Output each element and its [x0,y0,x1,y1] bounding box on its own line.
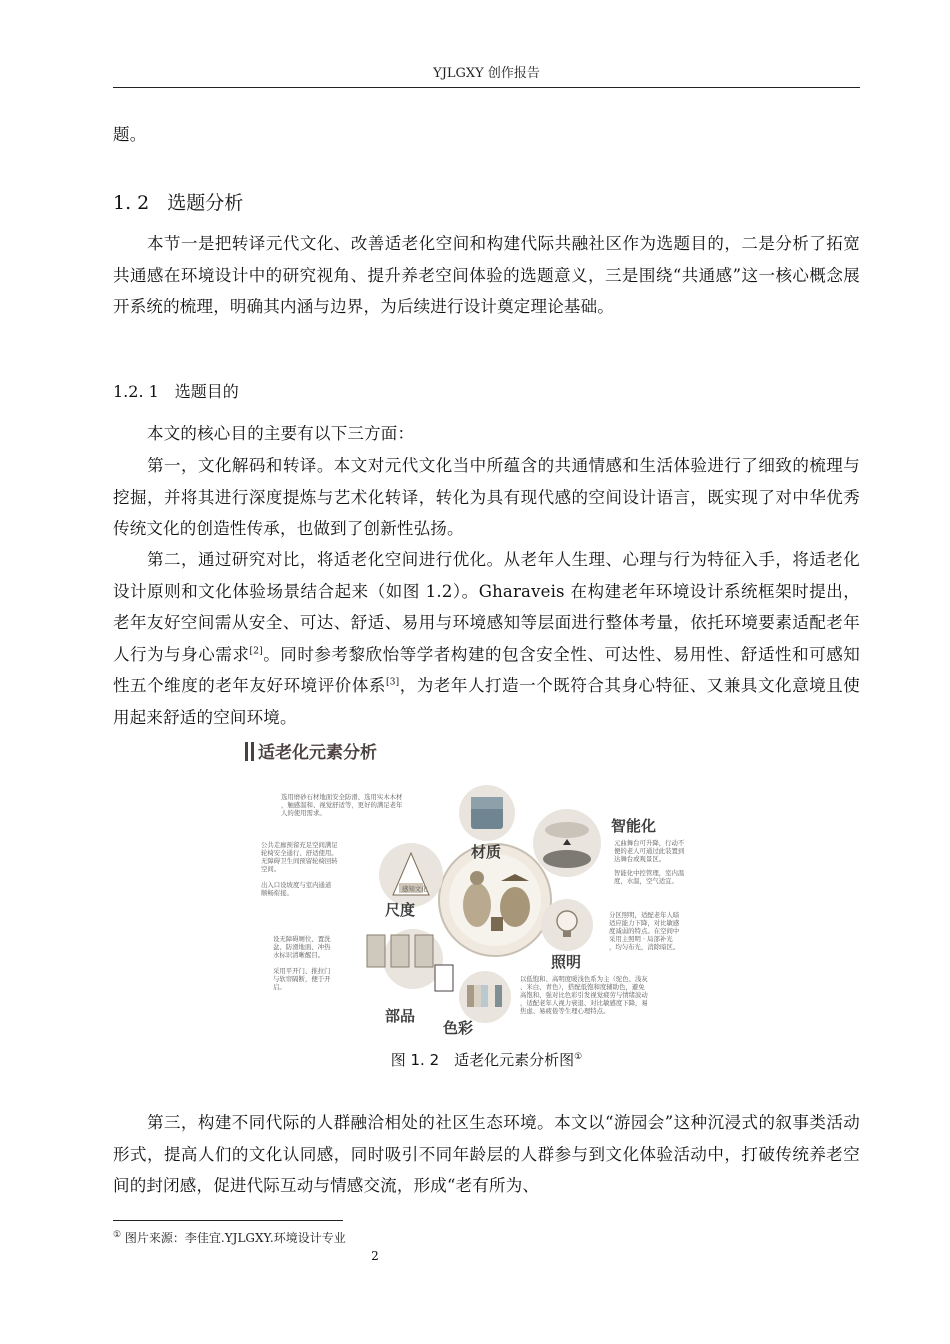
color-swatch [488,985,495,1007]
page-number: 2 [371,1249,379,1263]
footnote-mark: ① [113,1230,122,1240]
note-scale-1: 公共走廊预留充足空间满足 轮椅安全通行、舒适使用。 无障碍卫生间预留轮椅回转 空间。 [261,841,338,873]
section-title: 选题分析 [167,192,244,214]
elderly-design-diagram [245,735,725,1037]
running-header: YJLGXY 创作报告 [433,66,540,81]
color-swatch [467,985,474,1007]
paragraph-second-b: 。同时参考黎欣怡等学者构建的包含安全性、可达性、易用性、舒适性和可感知性五个维度的老年友好环境评价体系 [113,644,861,695]
category-scale: 尺度 [385,901,416,919]
parts-sketch-2 [391,935,409,967]
subsection-heading [113,379,239,402]
parts-sketch-3 [415,935,433,967]
footnote-text: 图片来源：李佳宜.YJLGXY.环境设计专业 [121,1231,346,1245]
color-swatch [495,985,502,1007]
paragraph-second-c: ，为老年人打造一个既符合其身心特征、又兼具文化意境且使用起来舒适的空间环境。 [113,676,860,727]
figure-caption [113,1049,860,1070]
figure-elder-left [463,883,491,927]
figure-elder-right [500,887,530,927]
citation-3: [3] [385,677,400,688]
note-smart-1: 元曲舞台可升降，行动不 便的老人可通过此装置到 达舞台或观景区。 [614,839,685,863]
note-smart-2: 智能化中控管理，室内温 度，水温，空气适宜。 [614,869,685,885]
footnote [113,1229,346,1246]
section-number: 1. 2 [113,192,150,214]
caption-footnote-mark: ① [574,1052,583,1062]
parts-sketch-1 [367,935,385,967]
parts-door [435,965,453,991]
subsection-title: 选题目的 [174,382,239,401]
lightbulb-icon [557,911,577,931]
category-material: 材质 [471,843,502,861]
color-swatches [467,985,502,1007]
note-material: 选用磨砂石材地面安全防滑、选用实木木材 ，触感温和、视觉舒适等，更好的满足老年 人的使用需求。 [281,793,403,817]
note-parts-2: 采用平开门、推拉门 与软帘隔断，便于开 启。 [273,967,331,991]
category-parts: 部品 [385,1007,416,1025]
paragraph-first: 第一，文化解码和转译。本文对元代文化当中所蕴含的共通情感和生活体验进行了细致的梳理与挖掘，并将其进行深度提炼与艺术化转译，转化为具有现代感的空间设计语言，既实现了对中华优秀传统文化的创造性传承，也做到了创新性弘扬。 [113,456,860,538]
color-swatch [481,985,488,1007]
citation-2: [2] [249,646,263,656]
footnote-rule [113,1220,343,1221]
note-scale-2: 出入口设坡度与室内通道 顺畅衔接。 [261,881,332,897]
category-lighting: 照明 [551,953,582,971]
title-bar-mark [251,742,254,761]
title-bar-mark [245,742,248,761]
paragraph-intro: 本文的核心目的主要有以下三方面： [147,424,415,443]
color-swatch [474,985,481,1007]
note-parts-1: 设无障碍厕位、置洗 盆、防滑地面、冲热 水标识清晰醒目。 [273,935,331,959]
header-rule [113,87,860,88]
note-color: 以低饱和、高明度暖浅色系为主（驼色、浅灰 、米白、青色），搭配低饱和度辅助色，避免 高饱和、强对比色彩引发视觉疲劳与情绪波动 ，适配老年人视力衰退、对比敏感度下降，易 焦虑、易疲倦等生理心理特点。 [520,975,648,1015]
carryover-text: 题。 [113,125,147,144]
section-heading [113,188,243,215]
paragraph-third: 第三，构建不同代际的人群融洽相处的社区生态环境。本文以“游园会”这种沉浸式的叙事类活动形式，提高人们的文化认同感，同时吸引不同年龄层的人群参与到文化体验活动中，打破传统养老空间的封闭感，促进代际互动与情感交流，形成“老有所为、 [113,1113,860,1195]
category-smart: 智能化 [611,817,657,835]
caption-text: 图 1. 2 适老化元素分析图 [390,1051,575,1069]
section-intro-paragraph: 本节一是把转译元代文化、改善适老化空间和构建代际共融社区作为选题目的，二是分析了拓宽共通感在环境设计中的研究视角、提升养老空间体验的选题意义，三是围绕“共通感”这一核心概念展开系统的梳理，明确其内涵与边界，为后续进行设计奠定理论基础。 [113,234,860,316]
category-color: 色彩 [443,1019,474,1037]
note-lighting: 分区照明，适配老年人暗 适应能力下降，对比敏感 度减弱的特点。在空间中 采用主照明 · 局部补光 ，均匀布光，消除暗区。 [609,911,680,951]
stair-label: 感知文化 [402,885,428,893]
subsection-number: 1.2. 1 [113,382,159,401]
figure-title: 适老化元素分析 [258,743,377,763]
paragraph-second-a: 第二，通过研究对比，将适老化空间进行优化。从老年人生理、心理与行为特征入手，将适老化设计原则和文化体验场景结合起来（如图 1.2）。Gharaveis 在构建老年环境设计系统框架时提出，老年友好空间需从安全、可达、舒适、易用与环境感知等层面进行整体考量，依托环境要素适配老年人行为与身心需求 [113,550,860,664]
paragraph-second [113,544,860,733]
